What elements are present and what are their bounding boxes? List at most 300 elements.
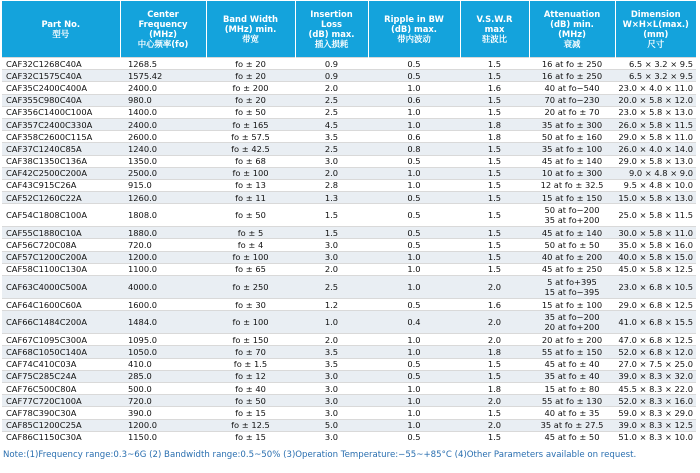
cell-insertion-loss: 2.5 xyxy=(295,143,368,155)
cell-band-width: fo ± 15 xyxy=(206,407,295,419)
cell-part-no: CAF64C1600C60A xyxy=(2,299,120,311)
cell-ripple: 1.0 xyxy=(368,276,460,299)
cell-band-width: fo ± 200 xyxy=(206,82,295,94)
attenuation-line: 45 at fo ± 50 xyxy=(544,432,600,443)
cell-insertion-loss: 2.8 xyxy=(295,179,368,191)
col-header-center-frequency: Center Frequency (MHz) 中心频率(fo) xyxy=(120,1,206,58)
cell-band-width: fo ± 20 xyxy=(206,70,295,82)
cell-insertion-loss: 0.9 xyxy=(295,58,368,70)
cell-frequency: 500.0 xyxy=(120,382,206,394)
attenuation-line: 35 at fo ± 300 xyxy=(541,119,603,130)
cell-attenuation xyxy=(529,106,615,118)
cell-dimension: 6.5 × 3.2 × 9.5 xyxy=(615,58,696,70)
table-row xyxy=(2,131,696,143)
cell-insertion-loss: 1.2 xyxy=(295,299,368,311)
cell-vswr: 1.8 xyxy=(460,131,529,143)
cell-ripple: 1.0 xyxy=(368,118,460,130)
cell-part-no: CAF78C390C30A xyxy=(2,407,120,419)
cell-band-width: fo ± 42.5 xyxy=(206,143,295,155)
cell-ripple: 0.5 xyxy=(368,70,460,82)
col-header-part-no: Part No. 型号 xyxy=(2,1,120,58)
table-row xyxy=(2,419,696,431)
cell-band-width: fo ± 4 xyxy=(206,239,295,251)
cell-band-width: fo ± 13 xyxy=(206,179,295,191)
table-row xyxy=(2,358,696,370)
cell-dimension: 45.0 × 5.8 × 12.5 xyxy=(615,263,696,275)
cell-part-no: CAF358C2600C115A xyxy=(2,131,120,143)
table-row xyxy=(2,346,696,358)
cell-frequency: 720.0 xyxy=(120,395,206,407)
table-row xyxy=(2,299,696,311)
cell-band-width: fo ± 40 xyxy=(206,382,295,394)
cell-ripple: 1.0 xyxy=(368,346,460,358)
cell-part-no: CAF42C2500C200A xyxy=(2,167,120,179)
cell-band-width: fo ± 250 xyxy=(206,276,295,299)
cell-vswr: 1.5 xyxy=(460,227,529,239)
table-row xyxy=(2,179,696,191)
cell-part-no: CAF355C980C40A xyxy=(2,94,120,106)
attenuation-line: 55 at fo ± 150 xyxy=(541,346,603,357)
attenuation-line: 5 at fo+395 xyxy=(547,277,597,287)
cell-part-no: CAF52C1260C22A xyxy=(2,192,120,204)
cell-dimension: 6.5 × 3.2 × 9.5 xyxy=(615,70,696,82)
cell-insertion-loss: 3.5 xyxy=(295,131,368,143)
table-row xyxy=(2,167,696,179)
cell-vswr: 1.5 xyxy=(460,358,529,370)
cell-part-no: CAF54C1808C100A xyxy=(2,204,120,227)
table-row xyxy=(2,370,696,382)
table-row xyxy=(2,155,696,167)
table-row xyxy=(2,70,696,82)
cell-vswr: 1.5 xyxy=(460,251,529,263)
cell-band-width: fo ± 20 xyxy=(206,94,295,106)
cell-attenuation xyxy=(529,311,615,334)
cell-insertion-loss: 3.0 xyxy=(295,382,368,394)
cell-vswr: 1.5 xyxy=(460,239,529,251)
cell-insertion-loss: 3.0 xyxy=(295,239,368,251)
cell-insertion-loss: 1.0 xyxy=(295,311,368,334)
cell-attenuation xyxy=(529,155,615,167)
cell-attenuation xyxy=(529,263,615,275)
cell-dimension: 20.0 × 5.8 × 12.0 xyxy=(615,94,696,106)
table-row xyxy=(2,334,696,346)
table-row xyxy=(2,407,696,419)
attenuation-line: 45 at fo ± 250 xyxy=(541,264,603,275)
cell-frequency: 1200.0 xyxy=(120,251,206,263)
col-header-ripple: Ripple in BW (dB) max. 带内波动 xyxy=(368,1,460,58)
cell-ripple: 1.0 xyxy=(368,179,460,191)
cell-dimension: 30.0 × 5.8 × 11.0 xyxy=(615,227,696,239)
cell-attenuation xyxy=(529,346,615,358)
cell-attenuation xyxy=(529,395,615,407)
attenuation-line: 40 at fo ± 200 xyxy=(541,252,603,263)
cell-frequency: 1600.0 xyxy=(120,299,206,311)
attenuation-line: 16 at fo ± 250 xyxy=(541,58,603,69)
attenuation-line: 40 at fo ± 35 xyxy=(544,407,600,418)
cell-attenuation xyxy=(529,58,615,70)
attenuation-line: 15 at fo ± 100 xyxy=(541,299,603,310)
cell-part-no: CAF56C720C08A xyxy=(2,239,120,251)
attenuation-line: 35 at fo ± 27.5 xyxy=(540,420,604,431)
attenuation-line: 35 at fo ± 40 xyxy=(544,371,600,382)
attenuation-line: 10 at fo ± 300 xyxy=(541,168,603,179)
cell-attenuation xyxy=(529,94,615,106)
cell-ripple: 0.5 xyxy=(368,204,460,227)
cell-vswr: 1.5 xyxy=(460,204,529,227)
cell-attenuation xyxy=(529,370,615,382)
cell-band-width: fo ± 12 xyxy=(206,370,295,382)
cell-ripple: 1.0 xyxy=(368,395,460,407)
cell-frequency: 1150.0 xyxy=(120,431,206,443)
cell-part-no: CAF58C1100C130A xyxy=(2,263,120,275)
cell-attenuation xyxy=(529,407,615,419)
table-row xyxy=(2,431,696,443)
cell-dimension: 45.5 × 8.3 × 22.0 xyxy=(615,382,696,394)
attenuation-line: 20 at fo+200 xyxy=(544,322,600,333)
cell-frequency: 1260.0 xyxy=(120,192,206,204)
cell-attenuation xyxy=(529,179,615,191)
cell-band-width: fo ± 68 xyxy=(206,155,295,167)
cell-insertion-loss: 3.0 xyxy=(295,251,368,263)
cell-vswr: 1.5 xyxy=(460,431,529,443)
cell-ripple: 0.5 xyxy=(368,192,460,204)
attenuation-line: 35 at fo+200 xyxy=(544,215,600,226)
table-row xyxy=(2,251,696,263)
cell-attenuation xyxy=(529,192,615,204)
attenuation-line: 45 at fo ± 140 xyxy=(541,227,603,238)
cell-vswr: 1.5 xyxy=(460,155,529,167)
cell-dimension: 39.0 × 8.3 × 32.0 xyxy=(615,370,696,382)
cell-part-no: CAF63C4000C500A xyxy=(2,276,120,299)
cell-insertion-loss: 2.5 xyxy=(295,94,368,106)
cell-frequency: 1575.42 xyxy=(120,70,206,82)
cell-part-no: CAF32C1575C40A xyxy=(2,70,120,82)
table-row xyxy=(2,82,696,94)
cell-band-width: fo ± 1.5 xyxy=(206,358,295,370)
cell-vswr: 1.6 xyxy=(460,82,529,94)
cell-vswr: 1.5 xyxy=(460,167,529,179)
attenuation-line: 50 at fo ± 50 xyxy=(544,240,600,251)
attenuation-line: 50 at fo ± 160 xyxy=(541,131,603,142)
col-header-insertion-loss: Insertion Loss (dB) max. 插入损耗 xyxy=(295,1,368,58)
cell-band-width: fo ± 50 xyxy=(206,106,295,118)
cell-attenuation xyxy=(529,382,615,394)
cell-insertion-loss: 2.5 xyxy=(295,106,368,118)
cell-dimension: 9.5 × 4.8 × 10.0 xyxy=(615,179,696,191)
table-body xyxy=(2,58,696,443)
cell-attenuation xyxy=(529,143,615,155)
spec-table xyxy=(2,1,696,443)
cell-vswr: 1.5 xyxy=(460,106,529,118)
cell-band-width: fo ± 100 xyxy=(206,251,295,263)
cell-attenuation xyxy=(529,118,615,130)
cell-band-width: fo ± 57.5 xyxy=(206,131,295,143)
cell-attenuation xyxy=(529,131,615,143)
cell-ripple: 0.5 xyxy=(368,431,460,443)
col-header-band-width: Band Width (MHz) min. 带宽 xyxy=(206,1,295,58)
cell-dimension: 35.0 × 5.8 × 16.0 xyxy=(615,239,696,251)
cell-frequency: 1100.0 xyxy=(120,263,206,275)
cell-insertion-loss: 3.0 xyxy=(295,395,368,407)
cell-frequency: 1350.0 xyxy=(120,155,206,167)
cell-frequency: 1095.0 xyxy=(120,334,206,346)
cell-frequency: 1400.0 xyxy=(120,106,206,118)
cell-ripple: 1.0 xyxy=(368,419,460,431)
cell-dimension: 23.0 × 5.8 × 13.0 xyxy=(615,106,696,118)
attenuation-line: 55 at fo ± 130 xyxy=(541,395,603,406)
cell-vswr: 2.0 xyxy=(460,395,529,407)
cell-frequency: 1808.0 xyxy=(120,204,206,227)
cell-insertion-loss: 4.5 xyxy=(295,118,368,130)
cell-insertion-loss: 2.0 xyxy=(295,82,368,94)
cell-insertion-loss: 3.0 xyxy=(295,431,368,443)
cell-ripple: 0.6 xyxy=(368,131,460,143)
attenuation-line: 20 at fo ± 70 xyxy=(544,107,600,118)
cell-attenuation xyxy=(529,334,615,346)
cell-dimension: 47.0 × 6.8 × 12.5 xyxy=(615,334,696,346)
table-row xyxy=(2,106,696,118)
cell-vswr: 1.8 xyxy=(460,346,529,358)
cell-ripple: 0.5 xyxy=(368,299,460,311)
cell-dimension: 27.0 × 7.5 × 25.0 xyxy=(615,358,696,370)
cell-frequency: 980.0 xyxy=(120,94,206,106)
cell-vswr: 1.5 xyxy=(460,70,529,82)
cell-band-width: fo ± 50 xyxy=(206,204,295,227)
cell-part-no: CAF67C1095C300A xyxy=(2,334,120,346)
cell-band-width: fo ± 70 xyxy=(206,346,295,358)
table-row xyxy=(2,118,696,130)
cell-insertion-loss: 1.5 xyxy=(295,227,368,239)
cell-frequency: 1268.5 xyxy=(120,58,206,70)
cell-ripple: 0.4 xyxy=(368,311,460,334)
table-row xyxy=(2,192,696,204)
cell-part-no: CAF37C1240C85A xyxy=(2,143,120,155)
cell-ripple: 0.5 xyxy=(368,358,460,370)
attenuation-line: 15 at fo ± 80 xyxy=(544,383,600,394)
attenuation-line: 45 at fo ± 140 xyxy=(541,156,603,167)
cell-attenuation xyxy=(529,167,615,179)
cell-part-no: CAF357C2400C330A xyxy=(2,118,120,130)
cell-dimension: 40.0 × 5.8 × 15.0 xyxy=(615,251,696,263)
cell-vswr: 2.0 xyxy=(460,334,529,346)
cell-vswr: 1.5 xyxy=(460,370,529,382)
cell-attenuation xyxy=(529,204,615,227)
cell-dimension: 29.0 × 5.8 × 11.0 xyxy=(615,131,696,143)
cell-dimension: 51.0 × 8.3 × 10.0 xyxy=(615,431,696,443)
cell-attenuation xyxy=(529,358,615,370)
cell-band-width: fo ± 50 xyxy=(206,395,295,407)
cell-part-no: CAF68C1050C140A xyxy=(2,346,120,358)
cell-attenuation xyxy=(529,251,615,263)
cell-band-width: fo ± 100 xyxy=(206,311,295,334)
cell-ripple: 0.5 xyxy=(368,58,460,70)
cell-dimension: 29.0 × 6.8 × 12.5 xyxy=(615,299,696,311)
cell-frequency: 410.0 xyxy=(120,358,206,370)
cell-band-width: fo ± 100 xyxy=(206,167,295,179)
table-row xyxy=(2,276,696,299)
cell-frequency: 2500.0 xyxy=(120,167,206,179)
cell-band-width: fo ± 15 xyxy=(206,431,295,443)
cell-insertion-loss: 2.0 xyxy=(295,167,368,179)
attenuation-line: 35 at fo ± 100 xyxy=(541,143,603,154)
attenuation-line: 15 at fo−395 xyxy=(544,287,600,297)
cell-vswr: 2.0 xyxy=(460,311,529,334)
cell-frequency: 915.0 xyxy=(120,179,206,191)
cell-insertion-loss: 5.0 xyxy=(295,419,368,431)
cell-dimension: 59.0 × 8.3 × 29.0 xyxy=(615,407,696,419)
footnote: Note:(1)Frequency range:0.3~6G (2) Bandwidth range:0.5~50% (3)Operation Temperature:−55~+85°C (4)Other Parameters available on request. xyxy=(3,450,637,460)
cell-frequency: 720.0 xyxy=(120,239,206,251)
cell-frequency: 1484.0 xyxy=(120,311,206,334)
cell-ripple: 0.5 xyxy=(368,155,460,167)
cell-frequency: 1050.0 xyxy=(120,346,206,358)
cell-frequency: 2400.0 xyxy=(120,118,206,130)
cell-band-width: fo ± 20 xyxy=(206,58,295,70)
cell-band-width: fo ± 165 xyxy=(206,118,295,130)
attenuation-line: 16 at fo ± 250 xyxy=(541,70,603,81)
cell-band-width: fo ± 150 xyxy=(206,334,295,346)
cell-insertion-loss: 2.5 xyxy=(295,276,368,299)
attenuation-line: 45 at fo ± 40 xyxy=(544,359,600,370)
cell-insertion-loss: 2.0 xyxy=(295,263,368,275)
cell-band-width: fo ± 65 xyxy=(206,263,295,275)
cell-vswr: 2.0 xyxy=(460,419,529,431)
cell-dimension: 52.0 × 6.8 × 12.0 xyxy=(615,346,696,358)
cell-vswr: 1.5 xyxy=(460,143,529,155)
cell-ripple: 1.0 xyxy=(368,334,460,346)
cell-dimension: 23.0 × 4.0 × 11.0 xyxy=(615,82,696,94)
attenuation-line: 40 at fo−540 xyxy=(544,82,600,93)
table-row xyxy=(2,94,696,106)
cell-vswr: 1.5 xyxy=(460,407,529,419)
cell-vswr: 1.5 xyxy=(460,179,529,191)
cell-part-no: CAF356C1400C100A xyxy=(2,106,120,118)
col-header-dimension: Dimension W×H×L(max.) (mm) 尺寸 xyxy=(615,1,696,58)
cell-insertion-loss: 3.0 xyxy=(295,155,368,167)
cell-part-no: CAF57C1200C200A xyxy=(2,251,120,263)
cell-frequency: 285.0 xyxy=(120,370,206,382)
cell-part-no: CAF77C720C100A xyxy=(2,395,120,407)
cell-part-no: CAF66C1484C200A xyxy=(2,311,120,334)
cell-dimension: 52.0 × 8.3 × 16.0 xyxy=(615,395,696,407)
cell-frequency: 4000.0 xyxy=(120,276,206,299)
cell-ripple: 1.0 xyxy=(368,407,460,419)
table-row xyxy=(2,395,696,407)
cell-insertion-loss: 0.9 xyxy=(295,70,368,82)
cell-frequency: 1880.0 xyxy=(120,227,206,239)
table-row xyxy=(2,382,696,394)
col-header-attenuation: Attenuation (dB) min. (MHz) 衰减 xyxy=(529,1,615,58)
cell-ripple: 1.0 xyxy=(368,167,460,179)
cell-attenuation xyxy=(529,299,615,311)
cell-vswr: 1.5 xyxy=(460,263,529,275)
cell-part-no: CAF35C2400C400A xyxy=(2,82,120,94)
cell-insertion-loss: 3.5 xyxy=(295,358,368,370)
cell-part-no: CAF38C1350C136A xyxy=(2,155,120,167)
table-row xyxy=(2,239,696,251)
cell-attenuation xyxy=(529,70,615,82)
table-row xyxy=(2,143,696,155)
attenuation-line: 15 at fo ± 150 xyxy=(541,192,603,203)
cell-band-width: fo ± 30 xyxy=(206,299,295,311)
table-row xyxy=(2,263,696,275)
cell-ripple: 0.6 xyxy=(368,94,460,106)
cell-insertion-loss: 3.0 xyxy=(295,407,368,419)
cell-band-width: fo ± 12.5 xyxy=(206,419,295,431)
cell-ripple: 1.0 xyxy=(368,382,460,394)
cell-ripple: 0.5 xyxy=(368,239,460,251)
attenuation-line: 20 at fo ± 200 xyxy=(541,334,603,345)
cell-dimension: 25.0 × 5.8 × 11.5 xyxy=(615,204,696,227)
cell-part-no: CAF85C1200C25A xyxy=(2,419,120,431)
cell-part-no: CAF86C1150C30A xyxy=(2,431,120,443)
cell-dimension: 29.0 × 5.8 × 13.0 xyxy=(615,155,696,167)
cell-vswr: 1.8 xyxy=(460,118,529,130)
cell-attenuation xyxy=(529,239,615,251)
cell-band-width: fo ± 5 xyxy=(206,227,295,239)
table-row xyxy=(2,58,696,70)
table-row xyxy=(2,311,696,334)
attenuation-line: 12 at fo ± 32.5 xyxy=(540,180,604,191)
cell-insertion-loss: 3.5 xyxy=(295,346,368,358)
cell-ripple: 1.0 xyxy=(368,82,460,94)
attenuation-line: 70 at fo−230 xyxy=(544,95,600,106)
cell-vswr: 2.0 xyxy=(460,276,529,299)
cell-frequency: 1240.0 xyxy=(120,143,206,155)
cell-part-no: CAF74C410C03A xyxy=(2,358,120,370)
attenuation-line: 50 at fo−200 xyxy=(544,205,600,216)
cell-frequency: 390.0 xyxy=(120,407,206,419)
cell-insertion-loss: 3.0 xyxy=(295,370,368,382)
cell-part-no: CAF75C285C24A xyxy=(2,370,120,382)
cell-dimension: 41.0 × 6.8 × 15.5 xyxy=(615,311,696,334)
cell-vswr: 1.5 xyxy=(460,58,529,70)
cell-dimension: 26.0 × 4.0 × 14.0 xyxy=(615,143,696,155)
cell-part-no: CAF43C915C26A xyxy=(2,179,120,191)
attenuation-line: 35 at fo−200 xyxy=(544,312,600,323)
cell-insertion-loss: 1.5 xyxy=(295,204,368,227)
cell-dimension: 26.0 × 5.8 × 11.5 xyxy=(615,118,696,130)
cell-vswr: 1.5 xyxy=(460,192,529,204)
cell-band-width: fo ± 11 xyxy=(206,192,295,204)
header-row xyxy=(2,1,696,58)
cell-dimension: 23.0 × 6.8 × 10.5 xyxy=(615,276,696,299)
cell-dimension: 39.0 × 8.3 × 12.5 xyxy=(615,419,696,431)
cell-ripple: 0.5 xyxy=(368,227,460,239)
cell-frequency: 1200.0 xyxy=(120,419,206,431)
cell-part-no: CAF55C1880C10A xyxy=(2,227,120,239)
cell-ripple: 0.8 xyxy=(368,143,460,155)
cell-ripple: 1.0 xyxy=(368,106,460,118)
cell-insertion-loss: 2.0 xyxy=(295,334,368,346)
cell-ripple: 1.0 xyxy=(368,251,460,263)
table-row xyxy=(2,227,696,239)
cell-vswr: 1.5 xyxy=(460,94,529,106)
cell-attenuation xyxy=(529,431,615,443)
cell-dimension: 9.0 × 4.8 × 9.0 xyxy=(615,167,696,179)
cell-ripple: 1.0 xyxy=(368,263,460,275)
cell-attenuation xyxy=(529,227,615,239)
cell-frequency: 2400.0 xyxy=(120,82,206,94)
cell-vswr: 1.8 xyxy=(460,382,529,394)
cell-dimension: 15.0 × 5.8 × 13.0 xyxy=(615,192,696,204)
cell-frequency: 2600.0 xyxy=(120,131,206,143)
table-row xyxy=(2,204,696,227)
col-header-vswr: V.S.W.R max 驻波比 xyxy=(460,1,529,58)
cell-part-no: CAF32C1268C40A xyxy=(2,58,120,70)
cell-part-no: CAF76C500C80A xyxy=(2,382,120,394)
cell-insertion-loss: 1.3 xyxy=(295,192,368,204)
